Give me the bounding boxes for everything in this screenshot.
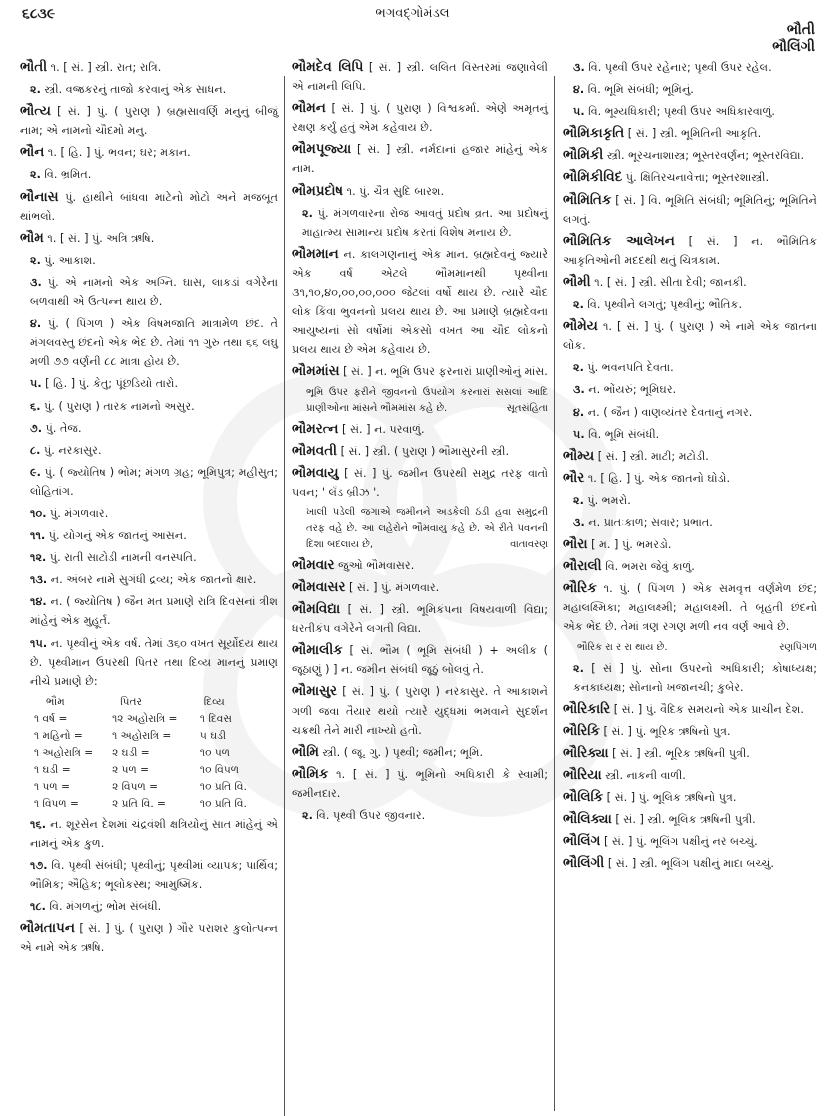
definition: [ સં. ] પું. ( પુરાણ ) ગૌર પરાશર કુલોત્પન્ન એ નામે એક ઋષિ. <box>20 922 278 955</box>
headword: ભૌલિંગી <box>563 855 605 872</box>
dictionary-columns <box>0 58 825 1088</box>
sense-number: ૨. <box>573 661 584 675</box>
headword: ભૌરા <box>563 536 588 553</box>
sense-definition <box>30 526 278 545</box>
sense-number: ૫. <box>573 427 585 441</box>
definition: પું. ભવનપતિ દેવતા. <box>587 361 674 375</box>
table-cell: ૫ ઘડી <box>199 729 227 742</box>
definition: [ સં. ] ન. ભૌમિતિક આકૃતિઓની મદદથી થતું ચિત્રકામ. <box>563 234 817 267</box>
table-cell: ૧૦ પ્રતિ વિ. <box>199 797 247 810</box>
sense-definition <box>30 397 278 416</box>
sense-definition <box>30 570 278 589</box>
definition: ન. પ્રાતઃકાળ; સવાર; પ્રભાત. <box>588 515 713 529</box>
sense-number: ૧૪. <box>30 595 47 609</box>
sense-definition <box>30 165 278 184</box>
sense-definition <box>302 806 548 825</box>
sense-number: ૪. <box>573 405 585 419</box>
definition: ન. ( જૈન ) વાણવ્યંતર દેવતાનું નગર. <box>587 405 753 419</box>
table-cell: ૧૦ વિપળ <box>199 763 239 776</box>
headword: ભૌમરત્ન <box>292 420 339 437</box>
definition: [ સં. ] પું. ( પુરાણ ) વિશ્વકર્મા. એણે અમૃતનું રક્ષણ કર્યું હતું એમ કહેવાય છે. <box>292 102 548 135</box>
definition: [ સં. ] પું. ભૂલિક ઋષિનો પુત્ર. <box>606 791 737 805</box>
definition: પું. યોગનું એક જાતનું આસન. <box>48 529 187 543</box>
headword: ભૌત્ય <box>20 103 51 120</box>
definition: ૧. [ હિ. ] પું. ભવન; ઘર; મકાન. <box>47 146 191 160</box>
headword: ભૌમિકાકૃતિ <box>563 125 625 142</box>
dictionary-entry <box>563 700 817 719</box>
definition: વિ. ભૂમિ સંબંધી. <box>588 427 660 441</box>
dictionary-entry <box>20 58 278 77</box>
sense-definition <box>573 491 817 510</box>
definition: પું. મંગળવારના રોજ આવતું પ્રદોષ વ્રત. આ પ્રદોષનું માહાત્મ્ય સામાન્ય પ્રદોષ કરતાં વિશેષ મનાય છે. <box>302 206 548 239</box>
sense-number: ૧૩. <box>30 573 48 587</box>
headword: ભૌમી <box>563 273 591 290</box>
table-row <box>34 762 278 779</box>
definition: [ સં. ] સ્ત્રી. ભૂરિક ઋષિની પુત્રી. <box>612 746 750 760</box>
sense-number: ૯. <box>30 465 41 479</box>
dictionary-entry <box>563 810 817 829</box>
dictionary-entry <box>563 273 817 292</box>
definition: [ સં. ] વિ. ભૂમિતિ સંબંધી; ભૂમિતિનું; ભૂમિતિને લગતું. <box>563 193 817 226</box>
dictionary-entry <box>292 464 548 502</box>
headword: ભૌમિ <box>292 743 319 760</box>
definition: પું. રાતી સાટોડી નામની વનસ્પતિ. <box>49 551 197 565</box>
headword: ભૌતી <box>20 59 48 75</box>
dictionary-entry <box>563 832 817 851</box>
definition: ૧. [ સં. ] સ્ત્રી. રાત; રાત્રિ. <box>50 61 162 74</box>
quote-text: ભૌરિક રા ર રા થાય છે. <box>577 641 668 653</box>
definition: વિ. ભૂમ્યધિકારી; પૃથ્વી ઉપર અધિકારવાળું. <box>588 105 775 119</box>
table-row <box>34 796 278 813</box>
sense-number: ૨. <box>30 253 41 267</box>
definition: ન. કાલગણનાનું એક માન. બ્રહ્મદેવનું જ્યારે એક વર્ષ એટલે ભૌમમાનથી પૃથ્વીના ૩૧,૧૦,૪૦,૦૦,૦૦,૦૦૦ જેટલાં વર્ષો થાય છે. ત્યારે ચૌદ લોક કિંવા ભુવનનો પ્રલય થાય છે. આ પ્રમાણે બ્રહ્મદેવના આયુષ્યનાં સો વર્ષોમાં એકસો વખત આ ચૌદ લોકનો પ્રલય થાય છે એમ કહેવાય છે. <box>292 247 548 357</box>
headword: ભૌમિકીવિદ <box>563 169 623 186</box>
sense-number: ૪. <box>30 317 42 331</box>
headword: ભૌરાલી <box>563 558 602 575</box>
dictionary-entry <box>563 788 817 807</box>
sense-number: ૨. <box>573 493 584 507</box>
definition: વિ. પૃથ્વી ઉપર રહેનાર; પૃથ્વી ઉપર રહેલ. <box>588 61 772 74</box>
dictionary-entry <box>20 229 278 248</box>
sense-number: ૧૧. <box>30 529 46 543</box>
definition: પું. આકાશ. <box>44 253 96 267</box>
table-cell: ૨ પ્રતિ વિ. = <box>112 797 166 810</box>
definition: [ સં. ] પું. ભૂલિંગ પક્ષીનું નર બચ્ચું. <box>603 835 758 849</box>
definition: ન. ભોંયરું; ભૂમિઘર. <box>588 383 677 397</box>
sense-definition <box>30 897 278 916</box>
dictionary-entry <box>563 854 817 873</box>
definition: વિ. ભ્રમિત. <box>44 168 92 182</box>
dictionary-entry <box>292 641 548 679</box>
table-row <box>34 779 278 796</box>
headword: ભૌરિક <box>563 580 597 597</box>
definition: જુઓ ભૌમવાસર. <box>338 558 415 572</box>
headword: ભૌમાસુર <box>292 683 338 700</box>
definition: પું. એ નામનો એક અગ્નિ. ઘાસ, લાકડાં વગેરેના બળવાથી એ ઉત્પન્ન થાય છે. <box>30 275 279 309</box>
definition: પું. ભમરો. <box>587 493 631 507</box>
definition: [ સં. ] પું. ભૂરિક ઋષિનો પુત્ર. <box>603 724 731 738</box>
dictionary-entry <box>292 600 548 638</box>
definition: [ સં. ] ન. ભૂમિ ઉપર ફરનારાં પ્રાણીઓનું માંસ. <box>343 365 548 379</box>
dictionary-entry <box>563 146 817 165</box>
sense-number: ૨. <box>302 206 313 220</box>
headword: ભૌનાસ <box>20 188 59 205</box>
table-row <box>34 728 278 745</box>
dictionary-entry <box>563 168 817 187</box>
dictionary-entry <box>292 442 548 461</box>
headword: ભૌમપૂજ્યા <box>292 141 352 158</box>
sense-definition <box>30 80 278 99</box>
definition: વિ. પૃથ્વી સંબંધી; પૃથ્વીનું; પૃથ્વીમાં વ્યાપક; પાર્થિવ; ભૌમિક; ઐહિક; ભૂલોકસ્થ; આમુષ્મિક. <box>30 859 278 892</box>
sense-number: ૫. <box>573 105 585 119</box>
table-cell: ૧૦ પ્રતિ વિ. <box>199 780 247 793</box>
sense-definition <box>30 856 278 894</box>
page-number: ૬૮૩૯ <box>22 6 56 22</box>
definition: પું. ક્ષિતિરચનાવેત્તા; ભૂસ્તરશાસ્ત્રી. <box>625 171 770 185</box>
dictionary-entry <box>292 743 548 762</box>
table-cell: ૧ અહોરાત્રિ = <box>112 729 172 742</box>
sense-definition <box>573 425 817 444</box>
sense-definition <box>30 504 278 523</box>
definition: પું. ( પુરાણ ) તારક નામનો અસુર. <box>44 399 195 413</box>
sense-number: ૮. <box>30 443 41 457</box>
headword: ભૌમમાન <box>292 245 339 262</box>
headword: ભૌમ <box>20 229 44 246</box>
dictionary-entry <box>563 722 817 741</box>
quote-text: ભૂમિ ઉપર ફરીને જીવનનો ઉપયોગ કરનારાં સસલાં આદિ પ્રાણીઓના માંસને ભૌમમાંસ કહે છે. <box>306 386 548 414</box>
sense-number: ૧૭. <box>30 859 48 872</box>
definition: [ સં. ] સ્ત્રી. ( પુરાણ ) ભૌમાસુરની સ્ત્રી. <box>340 444 510 458</box>
sense-number: ૧૨. <box>30 551 47 565</box>
sense-number: ૩. <box>573 515 585 529</box>
table-header-row <box>34 694 278 711</box>
sense-definition <box>30 374 278 393</box>
sense-definition <box>30 815 278 853</box>
table-cell: ૧ ઘડી = <box>34 763 71 776</box>
headword: ભૌન <box>20 144 45 161</box>
dictionary-entry <box>20 143 278 162</box>
dictionary-entry <box>292 765 548 803</box>
definition: [ હિ. ] પું. કેતુ; પૂંછડિયો તારો. <box>45 377 179 391</box>
dictionary-entry <box>292 362 548 381</box>
headword: ભૌલિંગ <box>563 833 601 850</box>
sense-definition <box>302 204 548 242</box>
citation-quote <box>306 385 548 417</box>
definition: વિ. મંગળનું; ભોમ સંબંધી. <box>49 900 162 914</box>
headword: ભૌરિયા <box>563 767 602 783</box>
sense-definition <box>30 463 278 501</box>
table-cell: ૧ વિપળ = <box>34 797 79 810</box>
definition: વિ. પૃથ્વીને લગતું; પૃથ્વીનું; ભૌતિક. <box>587 298 743 312</box>
definition: [ સં. ભૌમ ( ભૂમિ સંબંધી ) + અલીક ( જૂઠાણું ) ] ન. જમીન સંબંધી જૂઠું બોલવું તે. <box>292 644 549 677</box>
headword: ભૌમમાંસ <box>292 363 340 380</box>
table-cell: ૧ અહોરાત્રિ = <box>34 746 94 759</box>
definition: [ સં. ] સ્ત્રી. ભૂલિંગ પક્ષીનું માદા બચ્ચું. <box>607 857 774 871</box>
definition: ૧. [ હિ. ] પું. એક જાતનો ઘોડો. <box>587 471 731 485</box>
table-cell: ૧ પળ = <box>34 780 70 793</box>
table-header: ભૌમ <box>46 695 65 708</box>
dictionary-entry <box>563 447 817 466</box>
headword: ભૌરિકારિ <box>563 700 611 717</box>
dictionary-entry <box>563 232 817 270</box>
dictionary-entry <box>563 124 817 143</box>
definition: ૧. [ સં. ] પું. અત્રિ ઋષિ. <box>47 231 155 245</box>
dictionary-entry <box>20 188 278 226</box>
sense-number: ૨. <box>573 298 584 312</box>
headword: ભૌમિક <box>292 765 329 782</box>
headword: ભૌમપ્રદોષ <box>292 182 344 199</box>
definition: પું. નરકાસુર. <box>43 443 102 457</box>
dictionary-entry <box>563 535 817 554</box>
sense-definition <box>573 295 817 314</box>
sense-definition <box>30 634 278 691</box>
sense-definition <box>573 380 817 399</box>
sense-number: ૧૦. <box>30 506 47 520</box>
definition: [ સં. ] સ્ત્રી. લલિત વિસ્તરમાં જણાવેલી એ નામની લિપિ. <box>292 61 548 94</box>
headword: ભૌમાલીક <box>292 642 343 659</box>
sense-number: ૧૫. <box>30 636 48 650</box>
sense-definition <box>30 314 278 371</box>
dictionary-entry <box>292 578 548 597</box>
dictionary-entry <box>563 191 817 229</box>
table-header: પિતર <box>120 695 143 708</box>
dictionary-entry <box>292 182 548 201</box>
definition: ૧. [ સં. ] પું. ભૂમિનો અધિકારી કે સ્વામી; જમીનદાર. <box>292 767 549 800</box>
dictionary-entry <box>292 682 548 739</box>
headword: ભૌર <box>563 469 585 486</box>
sense-number: ૨. <box>30 83 41 97</box>
definition: [ સં. ] પું. ( પુરાણ ) બ્રહ્મસાવર્ણિ મનુનું બીજું નામ; એ નામનો ચૌદમો મનુ. <box>20 105 278 138</box>
sense-definition <box>30 251 278 270</box>
dictionary-entry <box>563 579 817 636</box>
definition: [ સં. ] સ્ત્રી. માટી; મટોડી. <box>597 449 709 463</box>
definition: ન. ( જ્યોતિષ ) જૈન મત પ્રમાણે રાત્રિ દિવસનાં ત્રીશ માંહેનું એક મુહૂર્ત. <box>30 595 278 628</box>
table-row <box>34 711 278 728</box>
quote-source: સૂતસંહિતા <box>506 402 548 414</box>
sense-definition <box>573 403 817 422</box>
dictionary-entry <box>292 556 548 575</box>
citation-quote <box>577 640 817 656</box>
definition: પું. મંગળવાર. <box>50 506 109 520</box>
definition: સ્ત્રી. ( જૂ. ગુ. ) પૃથ્વી; જમીન; ભૂમિ. <box>322 745 484 759</box>
sense-number: ૩. <box>30 275 42 289</box>
dictionary-entry <box>563 317 817 355</box>
dictionary-entry <box>20 919 278 957</box>
definition: સ્ત્રી. વજ્રકરનું તાજો કરવાનું એક સાધન. <box>44 83 227 97</box>
quote-source: રણપિંગળ <box>779 641 817 653</box>
definition: પું. ( જ્યોતિષ ) ભોમ; મંગળ ગ્રહ; ભૂમિપુત્ર; મહીસુત; લોહિતાંગ. <box>30 465 279 498</box>
table-cell: ૧૦ પળ <box>199 746 230 759</box>
sense-definition <box>573 659 817 697</box>
dictionary-entry <box>563 766 817 785</box>
sense-number: ૧૮. <box>30 900 46 914</box>
headword: ભૌમવાસર <box>292 578 346 595</box>
definition: [ સં. ] સ્ત્રી. ભૂમિતિની આકૃતિ. <box>627 127 762 141</box>
sense-number: ૩. <box>573 61 585 74</box>
definition: પું. તેજ. <box>45 421 82 435</box>
citation-quote <box>306 505 548 553</box>
headword: ભૌમદેવ લિપિ <box>292 59 364 75</box>
definition: [ સં. ] સ્ત્રી. ભૂમિકંપના વિષયવાળી વિદ્યા; ધરતીકંપ વગેરેને લગતી વિદ્યા. <box>292 603 548 636</box>
definition: સ્ત્રી. નાકની વાળી. <box>605 769 686 782</box>
definition: [ સં ] પું. સોના ઉપરનો અધિકારી; કોષાધ્યક્ષ; કનકાધ્યક્ષ; સોનાનો ખજાનચી; કુબેર. <box>573 661 817 694</box>
headword: ભૌલિકિ <box>563 789 604 806</box>
table-cell: ૧ વર્ષ = <box>34 712 68 725</box>
definition: [ સં. ] સ્ત્રી. ભૂલિક ઋષિની પુત્રી. <box>615 813 756 827</box>
headword: ભૌમતાપન <box>20 920 75 937</box>
sense-number: ૨. <box>302 809 313 822</box>
dictionary-entry <box>292 420 548 439</box>
table-cell: ૨ ઘડી = <box>112 746 150 759</box>
dictionary-entry <box>292 58 548 96</box>
sense-number: ૭. <box>30 421 43 435</box>
dictionary-entry <box>292 140 548 178</box>
dictionary-entry <box>20 102 278 140</box>
table-cell: ૧ મહિનો = <box>34 729 83 742</box>
table-cell: ૨ પળ = <box>112 763 150 776</box>
sense-number: ૪. <box>573 83 585 97</box>
headword: ભૌરિકિ <box>563 722 600 739</box>
definition: ૧. પું. ( પિંગળ ) એક સમવૃત્ત વર્ણમેળ છંદ; મહાલક્ષ્મિકા; મહાલક્ષ્મી; મહાલક્ષ્મી. તે બૃહતી છંદનો એક ભેદ છે. તેમાં ત્રણ રગણ મળી નવ વર્ણ આવે છે. <box>563 582 817 634</box>
definition: પું. હાથીને બાંધવા માટેનો મોટો અને મજબૂત થાંભલો. <box>20 190 278 223</box>
sense-definition <box>30 548 278 567</box>
headword: ભૌમવિદ્યા <box>292 601 341 618</box>
dictionary-entry <box>563 744 817 763</box>
column-left <box>20 58 278 1088</box>
column-middle <box>292 58 548 1088</box>
sense-number: ૨. <box>30 168 41 182</box>
table-cell: ૨ વિપળ = <box>112 780 159 793</box>
definition: સ્ત્રી. ભૂરચનાશાસ્ત્ર; ભૂસ્તરવર્ણન; ભૂસ્તરવિદ્યા. <box>606 149 805 163</box>
sense-definition <box>573 358 817 377</box>
sense-definition <box>30 441 278 460</box>
definition: [ સં. ] પું. વૈદિક સમયનો એક પ્રાચીન દેશ. <box>613 702 804 716</box>
definition: ૧. [ સં. ] પું. ( પુરાણ ) એ નામે એક જાતના લોક. <box>563 320 817 353</box>
headword: ભૌમવતી <box>292 442 338 459</box>
definition: ન. શૂરસેન દેશમાં ચંદ્રવંશી ક્ષત્રિયોનું સાત માંહેનું એ નામનું એક કુળ. <box>30 817 279 850</box>
quote-text: ખાલી પડેલી જગાએ જમીનને અડકેલી ઠંડી હવા સમુદ્રની તરફ વહે છે. આ લહેરોને ભૌમવાયુ કહે છે. એ રીતે પવનની દિશા બદલાય છે, <box>306 506 548 550</box>
column-right <box>563 58 817 1088</box>
definition: [ સં. ] ન. પરવાળું. <box>342 422 425 436</box>
definition: વિ. ભમરા જેવું કાળું. <box>605 560 695 574</box>
guide-words <box>772 22 815 56</box>
definition: [ સં. ] પું. મંગળવાર. <box>349 580 440 594</box>
headword: ભૌમિકી <box>563 147 604 164</box>
running-title: ભગવદ્ગોમંડલ <box>375 6 450 21</box>
dictionary-entry <box>563 557 817 576</box>
headword: ભૌમ્ય <box>563 447 595 464</box>
column-divider <box>284 76 285 1116</box>
sense-definition <box>30 592 278 630</box>
definition: વિ. પૃથ્વી ઉપર જીવનાર. <box>316 809 426 822</box>
definition: વિ. ભૂમિ સંબંધી; ભૂમિનું. <box>587 83 694 97</box>
definition: ૧. પું. ચૈત્ર સુદિ બારશ. <box>346 184 445 198</box>
definition: [ સં. ] પું. ( પુરાણ ) નરકાસુર. તે આકાશને ગળી જવા તૈયાર થયો ત્યારે યુદ્ધમાં ભમવાને સુદર્શન ચક્રથી તેને મારી નાખ્યો હતો. <box>292 685 548 737</box>
definition: [ સં. ] પું. જમીન ઉપરથી સમુદ્ર તરફ વાતો પવન; ' લૅંડ બ્રીઝ '. <box>292 466 548 499</box>
sense-definition <box>30 273 278 311</box>
table-cell: ૧ દિવસ <box>199 712 232 725</box>
headword: ભૌરિક્યા <box>563 744 609 761</box>
sense-definition <box>573 513 817 532</box>
column-divider <box>554 76 555 1111</box>
definition: [ મ. ] પું. ભમરડો. <box>591 538 672 552</box>
sense-definition <box>573 102 817 121</box>
sense-definition <box>573 58 817 77</box>
sense-number: ૨. <box>573 361 584 375</box>
headword: ભૌમવાર <box>292 556 335 573</box>
definition: [ સં. ] સ્ત્રી. નર્મદાનાં હજાર માંહેનું એક નામ. <box>292 143 548 176</box>
table-cell: ૧૨ અહોરાત્રિ = <box>112 712 178 725</box>
dictionary-entry <box>292 99 548 137</box>
definition: ૧. [ સં. ] સ્ત્રી. સીતા દેવી; જાનકી. <box>594 275 747 289</box>
sense-number: ૩. <box>573 383 585 397</box>
guide-word-last: ભૌલિંગી <box>772 39 815 55</box>
sense-number: ૧૬. <box>30 817 46 831</box>
definition: ન. પૃથ્વીનું એક વર્ષ. તેમાં ૩૬૦ વખત સૂર્યોદય થાય છે. પૃથ્વીમાન ઉપરથી પિતર તથા દિવ્ય માનનું પ્રમાણ નીચે પ્રમાણે છે: <box>30 636 279 688</box>
guide-word-first: ભૌતી <box>786 22 815 38</box>
page-header <box>0 0 825 55</box>
definition: ન. અંબર નામે સુગંધી દ્રવ્ય; એક જાતનો ક્ષાર. <box>50 573 257 587</box>
headword: ભૌમન <box>292 100 326 117</box>
headword: ભૌલિક્યા <box>563 811 612 828</box>
headword: ભૌમિતિક <box>563 191 612 208</box>
conversion-table <box>34 694 278 813</box>
dictionary-entry <box>292 245 548 360</box>
sense-definition <box>573 80 817 99</box>
sense-definition <box>30 419 278 438</box>
table-row <box>34 745 278 762</box>
dictionary-entry <box>563 469 817 488</box>
headword: ભૌમેય <box>563 318 598 335</box>
table-header: દિવ્ય <box>203 695 225 708</box>
headword: ભૌમિતિક આલેખન <box>563 232 675 249</box>
headword: ભૌમવાયુ <box>292 464 339 481</box>
definition: પું. ( પિંગળ ) એક વિષમજાતિ માત્રામેળ છંદ. તે મંગલવસ્તુ છંદનો એક ભેદ છે. તેમાં ૧૧ ગુરુ તથા ૬૬ લઘુ મળી ૭૭ વર્ણની ૮૮ માત્રા હોય છે. <box>30 317 278 369</box>
quote-source: વાતાવરણ <box>510 538 548 550</box>
sense-number: ૫. <box>30 377 42 391</box>
sense-number: ૬. <box>30 399 41 413</box>
